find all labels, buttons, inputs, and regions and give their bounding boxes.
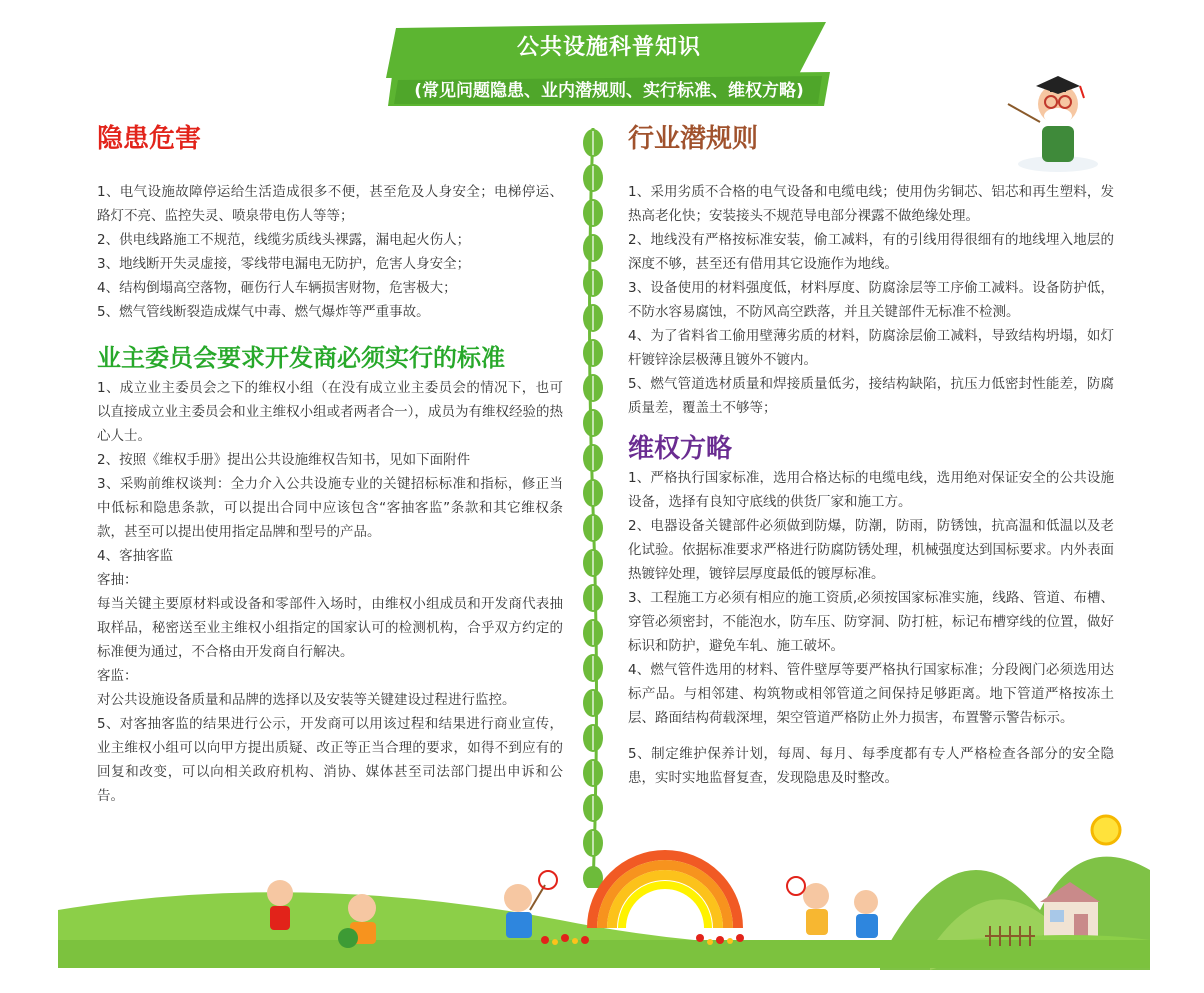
committee-item-9: 5、对客抽客监的结果进行公示，开发商可以用该过程和结果进行商业宣传，业主维权小组可以向甲方提出质疑、改正等正当合理的要求，如得不到应有的回复和改变，可以向相关政府机构、消协、媒体甚至司法部门提出申诉和公告。 [97,716,563,804]
leaf-vine-divider [560,128,626,888]
hazard-item-3: 3、地线断开失灵虚接，零线带电漏电无防护，危害人身安全； [97,256,471,272]
committee-heading: 业主委员会要求开发商必须实行的标准 [97,344,505,372]
committee-item-2: 2、按照《维权手册》提出公共设施维权告知书，见如下面附件 [97,452,471,468]
rights-item-1: 1、严格执行国家标准，选用合格达标的电缆电线，选用绝对保证安全的公共设施设备，选择有良知守底线的供货厂家和施工方。 [628,470,1114,510]
rights-heading: 维权方略 [628,434,733,464]
rights-item-2: 2、电器设备关键部件必须做到防爆，防潮，防雨，防锈蚀，抗高温和低温以及老化试验。依据标准要求严格进行防腐防锈处理，机械强度达到国标要求。内外表面热镀锌处理，镀锌层厚度最低的镀厚标准。 [628,518,1114,582]
hazard-item-2: 2、供电线路施工不规范，线缆劣质线头裸露，漏电起火伤人； [97,232,471,248]
teacher-cartoon-icon [1006,64,1106,174]
rights-item-3: 3、工程施工方必须有相应的施工资质,必须按国家标准实施，线路、管道、布槽、穿管必须密封，不能泡水，防车压、防穿洞、防打桩，标记布槽穿线的位置，做好标识和防护，避免车轧、施工破坏。 [628,590,1114,654]
rules-item-1: 1、采用劣质不合格的电气设备和电缆电线；使用伪劣铜芯、铝芯和再生塑料，发热高老化快；安装接头不规范导电部分裸露不做绝缘处理。 [628,184,1114,224]
hazard-item-4: 4、结构倒塌高空落物，砸伤行人车辆损害财物，危害极大； [97,280,457,296]
committee-item-8: 对公共设施设备质量和品牌的选择以及安装等关键建设过程进行监控。 [97,692,516,708]
committee-item-5: 客抽： [97,572,138,588]
rules-heading: 行业潜规则 [628,124,759,154]
rules-item-3: 3、设备使用的材料强度低，材料厚度、防腐涂层等工序偷工减料。设备防护低，不防水容易腐蚀，不防风高空跌落，并且关键部件无标准不检测。 [628,280,1114,320]
kids-playground-scene [0,790,1204,993]
committee-item-6: 每当关键主要原材料或设备和零部件入场时，由维权小组成员和开发商代表抽取样品，秘密送至业主维权小组指定的国家认可的检测机构，合乎双方约定的标准便为通过，不合格由开发商自行解决。 [97,596,563,660]
committee-item-1: 1、成立业主委员会之下的维权小组（在没有成立业主委员会的情况下，也可以直接成立业主委员会和业主维权小组或者两者合一），成员为有维权经验的热心人士。 [97,380,563,444]
rules-item-5: 5、燃气管道选材质量和焊接质量低劣，接结构缺陷，抗压力低密封性能差，防腐质量差，覆盖土不够等； [628,376,1114,416]
committee-item-3: 3、采购前维权谈判：全力介入公共设施专业的关键招标标准和指标，修正当中低标和隐患条款，可以提出合同中应该包含“客抽客监”条款和其它维权条款，甚至可以提出使用指定品牌和型号的产品。 [97,476,563,540]
rules-item-2: 2、地线没有严格按标准安装，偷工减料，有的引线用得很细有的地线埋入地层的深度不够，甚至还有借用其它设施作为地线。 [628,232,1114,272]
rules-item-4: 4、为了省料省工偷用壁薄劣质的材料，防腐涂层偷工减料，导致结构坍塌，如灯杆镀锌涂层极薄且镀外不镀内。 [628,328,1114,368]
rights-item-4: 4、燃气管件选用的材料、管件壁厚等要严格执行国家标准；分段阀门必须选用达标产品。与相邻建、构筑物或相邻管道之间保持足够距离。地下管道严格按冻土层、路面结构荷载深埋，架空管道严格防止外力损害，布置警示警告标示。 [628,662,1114,726]
page-subtitle: (常见问题隐患、业内潜规则、实行标准、维权方略) [414,81,804,101]
committee-item-7: 客监： [97,668,138,684]
rights-item-5: 5、制定维护保养计划，每周、每月、每季度都有专人严格检查各部分的安全隐患，实时实地监督复查，发现隐患及时整改。 [628,746,1114,786]
hazard-item-5: 5、燃气管线断裂造成煤气中毒、燃气爆炸等严重事故。 [97,304,430,320]
page-title: 公共设施科普知识 [516,35,701,60]
hazard-item-1: 1、电气设施故障停运给生活造成很多不便，甚至危及人身安全；电梯停运、路灯不亮、监控失灵、喷泉带电伤人等等； [97,184,563,224]
committee-item-4: 4、客抽客监 [97,548,174,564]
hazards-heading: 隐患危害 [97,124,202,154]
